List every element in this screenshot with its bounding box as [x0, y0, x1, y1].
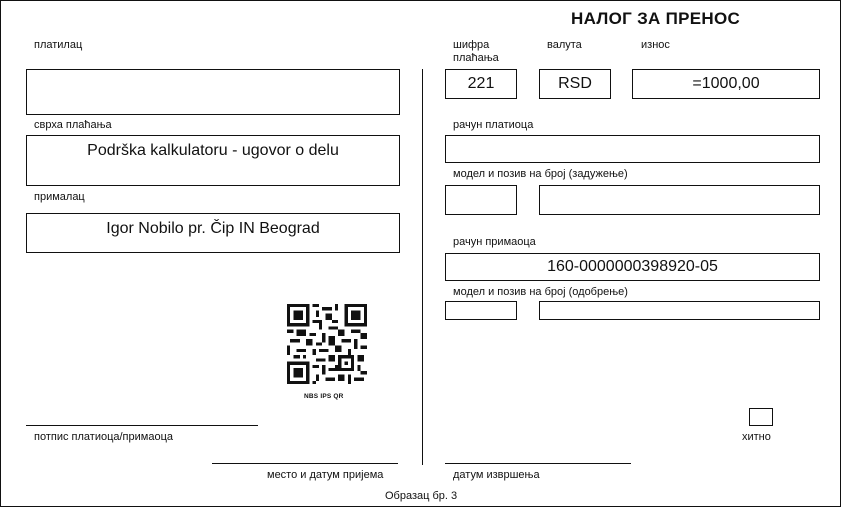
form-number: Образац бр. 3	[385, 490, 458, 502]
debit-model-label: модел и позив на број (задужење)	[453, 168, 628, 180]
purpose-field[interactable]: Podrška kalkulatoru - ugovor o delu	[26, 135, 400, 186]
qr-caption: NBS IPS QR	[304, 393, 344, 400]
signature-line[interactable]	[26, 425, 258, 426]
place-date-line[interactable]	[212, 463, 398, 464]
urgent-label: хитно	[742, 431, 771, 443]
credit-reference-field[interactable]	[539, 301, 820, 320]
amount-field[interactable]: =1000,00	[632, 69, 820, 99]
column-divider	[422, 69, 423, 465]
payer-field[interactable]	[26, 69, 400, 115]
place-date-label: место и датум пријема	[267, 469, 384, 481]
credit-model-label: модел и позив на број (одобрење)	[453, 286, 628, 298]
recipient-field[interactable]: Igor Nobilo pr. Čip IN Beograd	[26, 213, 400, 253]
recipient-account-label: рачун примаоца	[453, 236, 536, 248]
execution-date-label: датум извршења	[453, 469, 540, 481]
purpose-label: сврха плаћања	[34, 119, 112, 131]
urgent-checkbox[interactable]	[749, 408, 773, 426]
credit-model-field[interactable]	[445, 301, 517, 320]
amount-label: износ	[641, 39, 670, 51]
recipient-account-field[interactable]: 160-0000000398920-05	[445, 253, 820, 281]
signature-label: потпис платиоца/примаоца	[34, 431, 173, 443]
form-title: НАЛОГ ЗА ПРЕНОС	[571, 9, 741, 28]
payment-code-label: шифра	[453, 39, 490, 51]
debit-model-field[interactable]	[445, 185, 517, 215]
ips-qr-code	[287, 304, 367, 384]
payer-account-label: рачун платиоца	[453, 119, 534, 131]
recipient-label: прималац	[34, 191, 85, 203]
currency-label: валута	[547, 39, 582, 51]
payer-label: платилац	[34, 39, 83, 51]
debit-reference-field[interactable]	[539, 185, 820, 215]
currency-field[interactable]: RSD	[539, 69, 611, 99]
payer-account-field[interactable]	[445, 135, 820, 163]
payment-code-label-line2: плаћања	[453, 52, 499, 64]
payment-code-field[interactable]: 221	[445, 69, 517, 99]
execution-date-line[interactable]	[445, 463, 631, 464]
